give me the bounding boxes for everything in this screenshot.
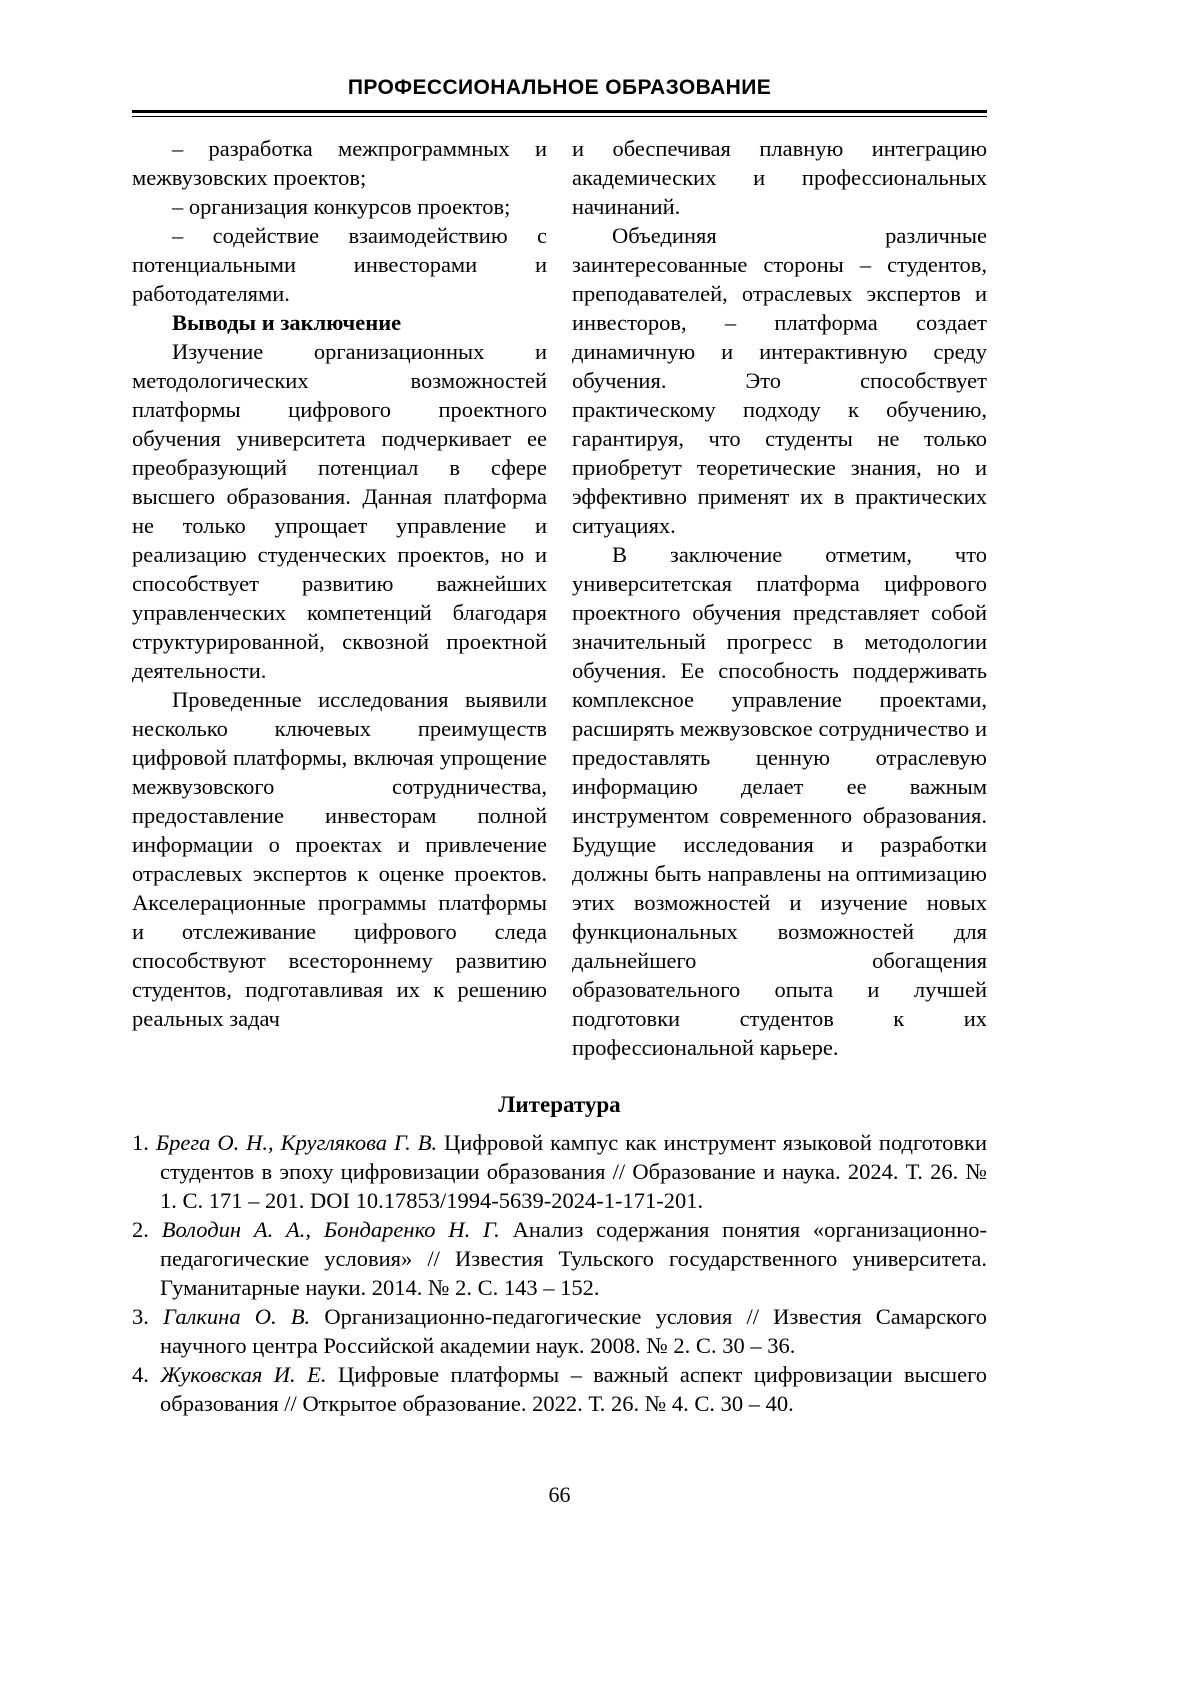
running-title: ПРОФЕССИОНАЛЬНОЕ ОБРАЗОВАНИЕ — [347, 76, 772, 99]
list-item: – содействие взаимодействию с потенциальными инвесторами и работодателями. — [132, 223, 547, 306]
reference-text: Анализ содержания понятия «организационно-педагогические условия» // Известия Тульского государственного университета. Гуманитарные науки. 2014. № 2. С. 143 – 152. — [160, 1217, 987, 1300]
paragraph: Проведенные исследования выявили несколько ключевых преимуществ цифровой платформы, включая упрощение межвузовского сотрудничества, предоставление инвесторам полной информации о проектах и привлечение отраслевых экспертов к оценке проектов. Акселерационные программы платформы и отслеживание цифрового следа способствуют всестороннему развитию студентов, подготавливая их к решению реальных задач — [132, 687, 547, 1031]
reference-item — [132, 1302, 987, 1360]
reference-number: 2. — [132, 1217, 149, 1242]
paragraph: В заключение отметим, что университетская платформа цифрового проектного обучения представляет собой значительный прогресс в методологии обучения. Ее способность поддерживать комплексное управление проектами, расширять межвузовское сотрудничество и предоставлять ценную отраслевую информацию делает ее важным инструментом современного образования. Будущие исследования и разработки должны быть направлены на оптимизацию этих возможностей и изучение новых функциональных возможностей для дальнейшего обогащения образовательного опыта и лучшей подготовки студентов к их профессиональной карьере. — [572, 542, 987, 1060]
header-rule — [132, 110, 987, 117]
page-number: 66 — [548, 1482, 571, 1507]
reference-authors: Володин А. А., Бондаренко Н. Г. — [161, 1217, 500, 1242]
reference-item — [132, 1360, 987, 1418]
reference-text: Организационно-педагогические условия // Известия Самарского научного центра Российской академии наук. 2008. № 2. С. 30 – 36. — [160, 1304, 988, 1358]
reference-text: Цифровые платформы – важный аспект цифровизации высшего образования // Открытое образование. 2022. Т. 26. № 4. С. 30 – 40. — [160, 1362, 988, 1416]
reference-text: Цифровой кампус как инструмент языковой подготовки студентов в эпоху цифровизации образования // Образование и наука. 2024. Т. 26. № 1. С. 171 – 201. DOI 10.17853/1994-5639-2024-1-171-201. — [160, 1130, 988, 1213]
section-heading: Выводы и заключение — [172, 310, 402, 335]
references-list — [132, 1128, 987, 1418]
reference-number: 1. — [132, 1130, 149, 1155]
list-item: – организация конкурсов проектов; — [172, 194, 511, 219]
paragraph-continuation: и обеспечивая плавную интеграцию академических и профессиональных начинаний. — [572, 136, 987, 219]
reference-authors: Жуковская И. Е. — [160, 1362, 327, 1387]
reference-authors: Брега О. Н., Круглякова Г. В. — [155, 1130, 438, 1155]
right-column — [572, 134, 987, 1062]
references-heading: Литература — [498, 1092, 621, 1117]
article-body — [132, 134, 987, 1062]
reference-item — [132, 1128, 987, 1215]
left-column — [132, 134, 547, 1062]
reference-item — [132, 1215, 987, 1302]
paragraph: Объединяя различные заинтересованные стороны – студентов, преподавателей, отраслевых экспертов и инвесторов, – платформа создает динамичную и интерактивную среду обучения. Это способствует практическому подходу к обучению, гарантируя, что студенты не только приобретут теоретические знания, но и эффективно применят их в практических ситуациях. — [572, 223, 987, 538]
reference-number: 4. — [132, 1362, 149, 1387]
paragraph: Изучение организационных и методологических возможностей платформы цифрового проектного обучения университета подчеркивает ее преобразующий потенциал в сфере высшего образования. Данная платформа не только упрощает управление и реализацию студенческих проектов, но и способствует развитию важнейших управленческих компетенций благодаря структурированной, сквозной проектной деятельности. — [132, 339, 547, 683]
reference-number: 3. — [132, 1304, 149, 1329]
reference-authors: Галкина О. В. — [163, 1304, 311, 1329]
list-item: – разработка межпрограммных и межвузовских проектов; — [132, 136, 547, 190]
